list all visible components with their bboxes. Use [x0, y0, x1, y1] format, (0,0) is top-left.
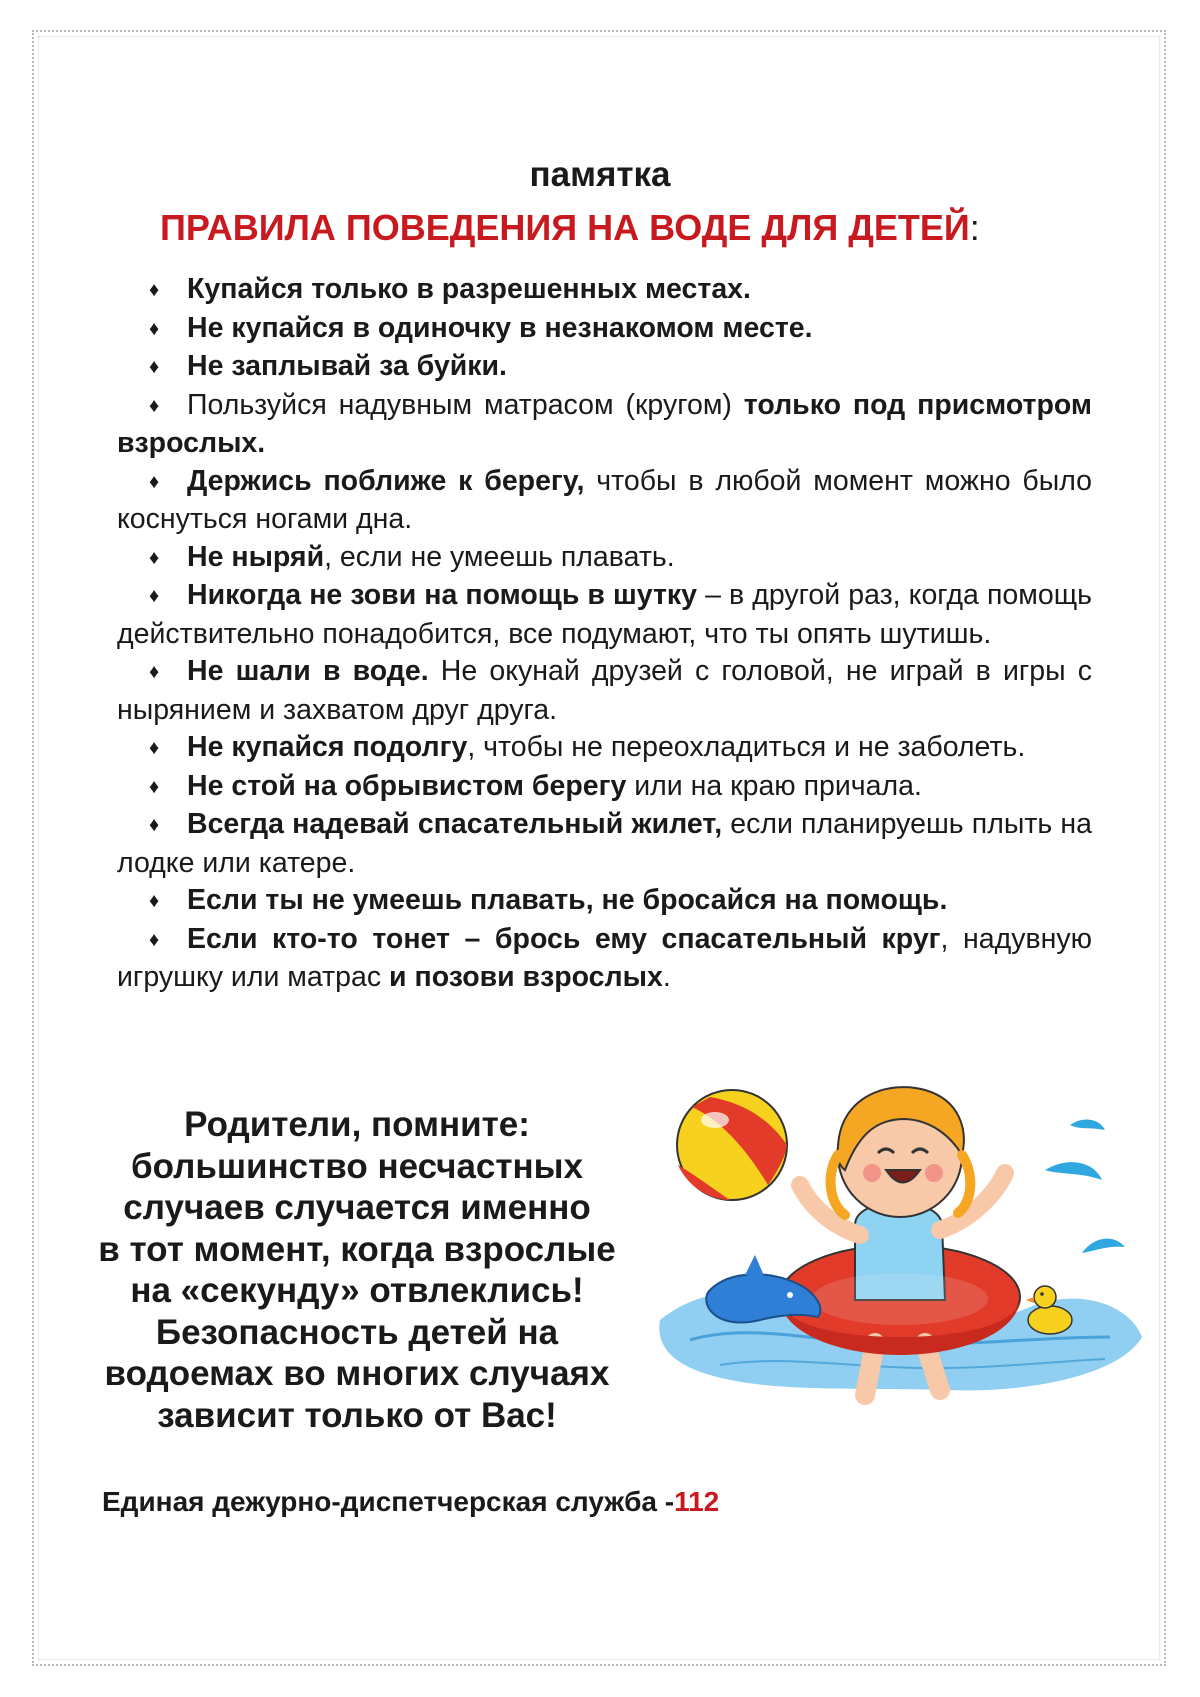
rule-bold: Не ныряй — [187, 540, 325, 573]
rule-text: или на краю причала. — [626, 769, 922, 802]
bullet-icon: ♦ — [149, 470, 160, 493]
rule-bold: только под присмотром взрослых. — [117, 388, 1092, 459]
bullet-icon: ♦ — [149, 737, 160, 759]
rule-item — [117, 539, 1092, 578]
bullet-icon: ♦ — [149, 585, 160, 607]
bullet-icon: ♦ — [149, 279, 160, 301]
rule-item — [117, 921, 1092, 997]
title-colon: : — [969, 207, 980, 248]
rule-text: . — [662, 961, 671, 993]
rule-item — [117, 806, 1092, 882]
service-name: Единая дежурно-диспетчерская служба - — [102, 1486, 675, 1517]
rule-item — [117, 882, 1092, 921]
rule-item — [117, 387, 1092, 463]
rule-item — [117, 310, 1092, 349]
rule-text: Не окунай друзей с головой, не играй в игры с нырянием и захватом друг друга. — [117, 655, 1092, 726]
bullet-icon: ♦ — [149, 775, 160, 798]
rule-text: если планируешь плыть на лодке или катере. — [117, 808, 1092, 879]
rule-item — [117, 271, 1092, 310]
rule-bold: Не стой на обрывистом берегу — [187, 769, 627, 802]
rule-bold: Если ты не умеешь плавать, не бросайся на помощь. — [187, 884, 948, 916]
rule-item — [117, 577, 1092, 653]
bullet-icon: ♦ — [149, 394, 160, 417]
rule-bold: и позови взрослых — [389, 961, 663, 993]
bullet-icon: ♦ — [149, 317, 160, 340]
rule-item — [117, 768, 1092, 807]
rule-text: , чтобы не переохладиться и не заболеть. — [467, 731, 1026, 763]
sheet-title — [160, 207, 980, 249]
bullet-icon: ♦ — [149, 546, 160, 569]
bullet-icon: ♦ — [149, 356, 160, 378]
hotline — [102, 1486, 719, 1518]
rule-bold: Не купайся в одиночку в незнакомом месте. — [187, 311, 813, 344]
sheet-subtitle: памятка — [529, 155, 671, 194]
rule-text: , если не умеешь плавать. — [324, 540, 675, 573]
bullet-icon: ♦ — [149, 890, 160, 912]
rule-text: чтобы в любой момент можно было коснуться ногами дна. — [117, 464, 1092, 535]
phone-number: 112 — [674, 1486, 720, 1517]
rule-item — [117, 463, 1092, 539]
rule-bold: Если кто-то тонет – брось ему спасательный круг — [187, 922, 941, 955]
girl-swimming-ring-icon — [650, 1075, 1150, 1435]
bullet-icon: ♦ — [149, 814, 160, 836]
rule-item — [117, 348, 1092, 387]
rule-text: – в другой раз, когда помощь действительно понадобится, все подумают, что ты опять шутишь. — [117, 579, 1092, 650]
rule-text: Пользуйся надувным матрасом (кругом) — [187, 388, 744, 421]
rule-bold: Держись поближе к берегу, — [187, 464, 585, 497]
parents-note: Родители, помните: большинство несчастных случаев случается именно в тот момент, когда взрослые на «секунду» отвлеклись! Безопасность детей на водоемах во многих случаях зависит только от Вас! — [98, 1105, 616, 1435]
rule-text: , надувную игрушку или матрас — [117, 922, 1092, 993]
title-text: ПРАВИЛА ПОВЕДЕНИЯ НА ВОДЕ ДЛЯ ДЕТЕЙ — [160, 207, 970, 248]
rule-bold: Всегда надевай спасательный жилет, — [187, 808, 723, 840]
rule-bold: Не купайся подолгу — [187, 731, 468, 763]
rule-bold: Купайся только в разрешенных местах. — [187, 273, 751, 305]
rule-item — [117, 729, 1092, 768]
rules-list — [117, 271, 1092, 997]
bullet-icon: ♦ — [149, 661, 160, 683]
rule-bold: Никогда не зови на помощь в шутку — [187, 579, 698, 611]
rule-item — [117, 653, 1092, 729]
bullet-icon: ♦ — [149, 928, 160, 951]
rule-bold: Не шали в воде. — [187, 655, 429, 687]
rule-bold: Не заплывай за буйки. — [187, 350, 507, 382]
